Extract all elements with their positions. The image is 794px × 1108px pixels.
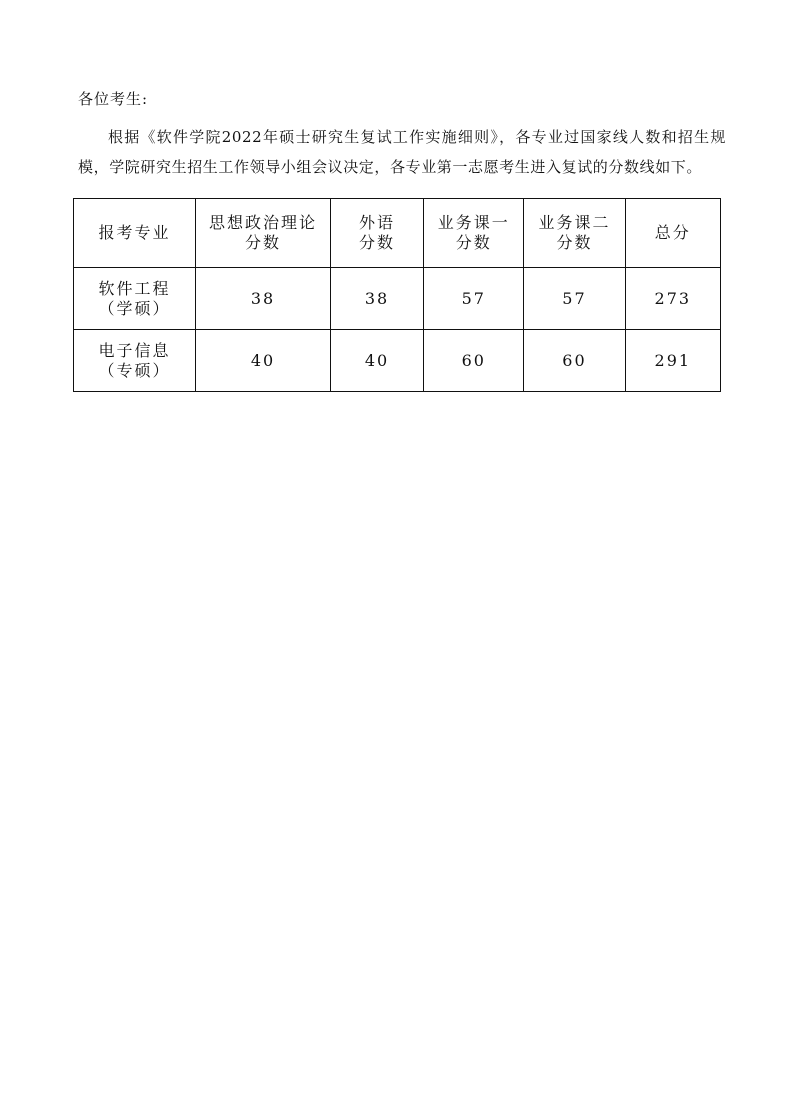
table-row [74,330,721,392]
table-row [74,268,721,330]
cell-politics: 40 [196,330,331,392]
cell-total: 291 [625,330,720,392]
cell-language: 38 [330,268,423,330]
header-major [74,199,196,268]
cell-course2: 57 [524,268,625,330]
header-politics-sub: 分数 [245,233,282,252]
cell-language: 40 [330,330,423,392]
header-language-label: 外语 [359,213,396,232]
header-language [330,199,423,268]
header-course2 [524,199,625,268]
header-major-label: 报考专业 [98,223,171,242]
major-name: 软件工程 [98,278,171,298]
header-course1 [424,199,524,268]
header-politics-label: 思想政治理论 [209,213,318,232]
cell-course1: 57 [424,268,524,330]
header-total [625,199,720,268]
cell-course2: 60 [524,330,625,392]
header-course1-label: 业务课一 [437,213,510,232]
header-politics [196,199,331,268]
cell-major [74,330,196,392]
header-course2-sub: 分数 [556,233,593,252]
header-course2-label: 业务课二 [538,213,611,232]
major-type: （专硕） [98,360,171,380]
major-name: 电子信息 [98,340,171,360]
table-header-row [74,199,721,268]
cell-politics: 38 [196,268,331,330]
score-table [73,198,721,392]
cell-course1: 60 [424,330,524,392]
header-language-sub: 分数 [359,233,396,252]
intro-paragraph: 根据《软件学院2022年硕士研究生复试工作实施细则》，各专业过国家线人数和招生规模，学院研究生招生工作领导小组会议决定，各专业第一志愿考生进入复试的分数线如下。 [78,128,726,176]
major-type: （学硕） [98,298,171,318]
header-total-label: 总分 [654,223,691,242]
header-course1-sub: 分数 [455,233,492,252]
cell-major [74,268,196,330]
salutation: 各位考生: [78,90,149,108]
cell-total: 273 [625,268,720,330]
